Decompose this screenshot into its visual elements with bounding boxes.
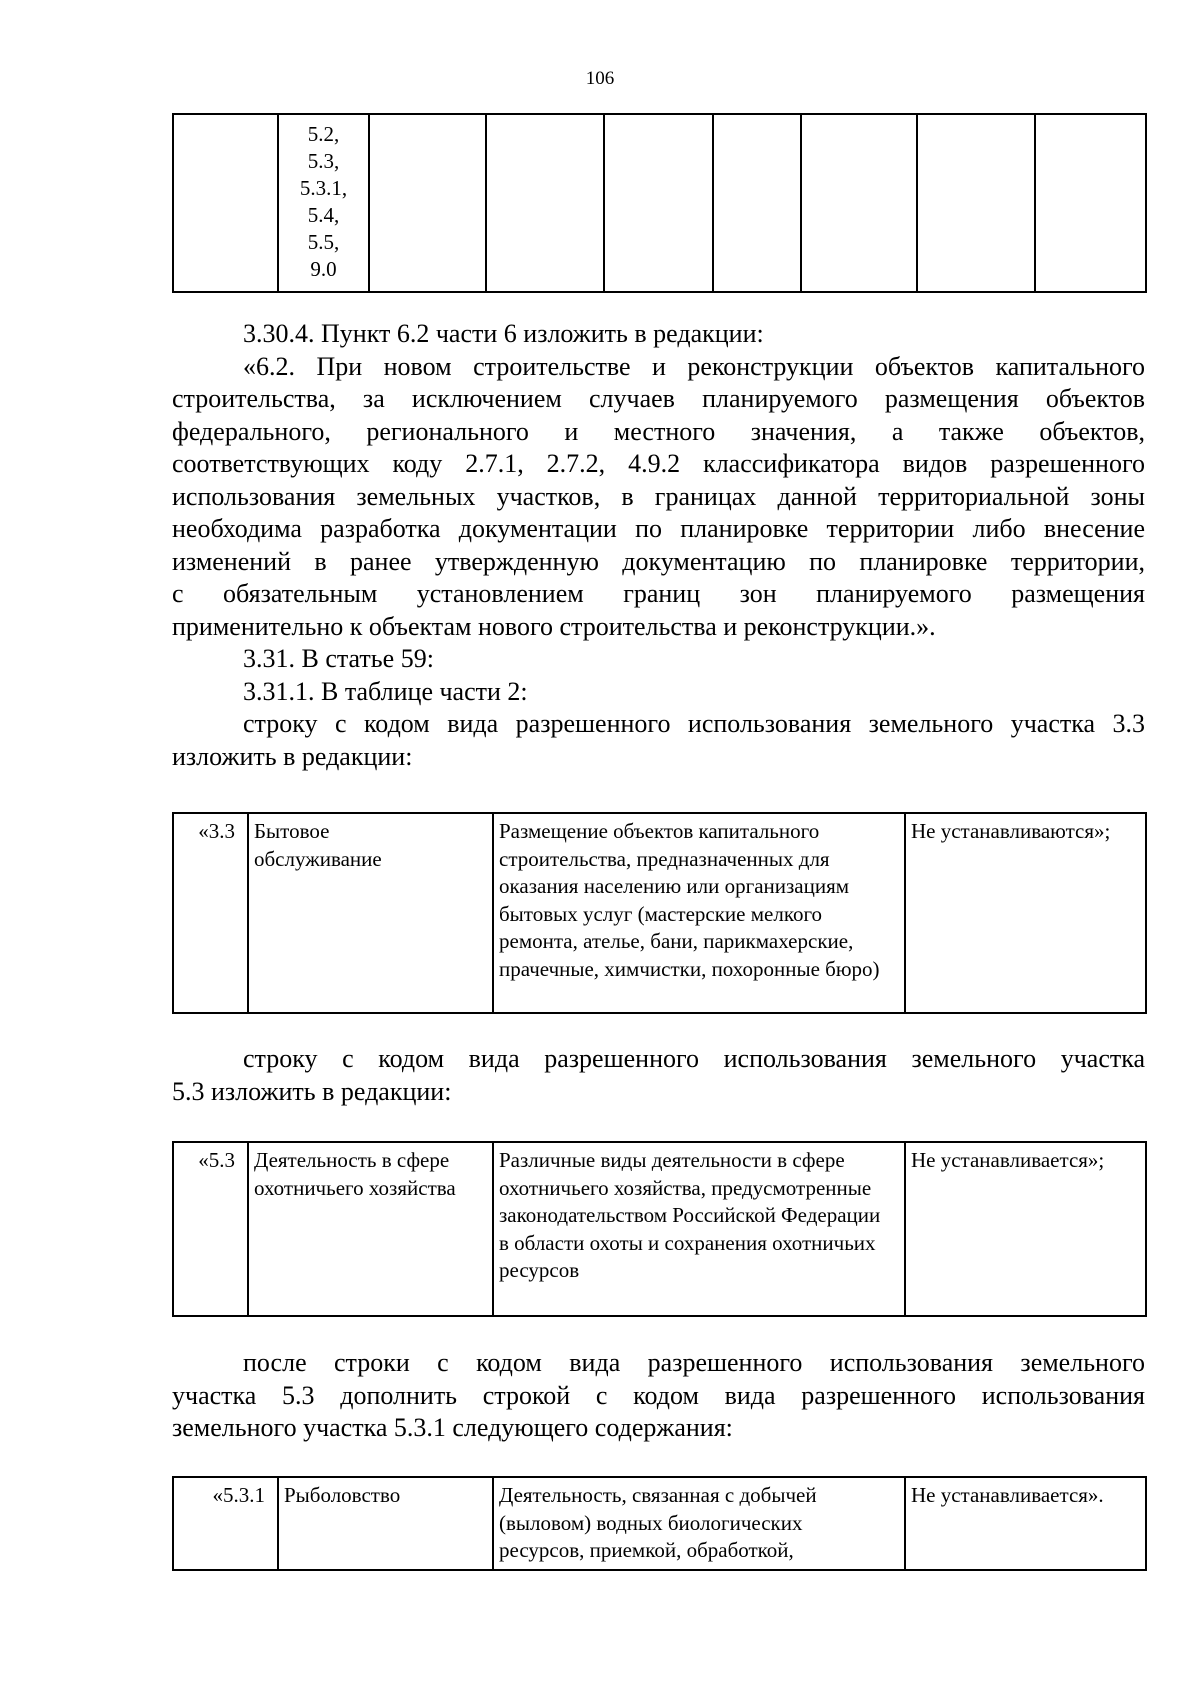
paragraph-line: участка 5.3 дополнить строкой с кодом вида разрешенного использования [172, 1380, 1145, 1410]
code-item: 5.2, [307, 122, 340, 146]
row-name: Бытовое обслуживание [248, 813, 493, 1013]
row-limits: Не устанавливается»; [905, 1142, 1146, 1316]
paragraph-line: строку с кодом вида разрешенного использования земельного участка [243, 1044, 1145, 1073]
row-name: Деятельность в сфере охотничьего хозяйства [248, 1142, 493, 1316]
row-code: «3.3 [173, 813, 248, 1013]
paragraph-line: применительно к объектам нового строительства и реконструкции.». [172, 611, 936, 641]
table-cell [1035, 114, 1146, 292]
intro-paragraph-2 [172, 1043, 1145, 1108]
section-3-30-4 [172, 318, 1145, 773]
row-code: «5.3 [173, 1142, 248, 1316]
code-item: 5.4, [307, 203, 340, 227]
paragraph-line: строительства, за исключением случаев планируемого размещения объектов [172, 384, 1145, 413]
paragraph-line: с обязательным установлением границ зон планируемого размещения [172, 579, 1145, 608]
paragraph-line: изменений в ранее утвержденную документацию по планировке территории, [172, 546, 1145, 576]
row-description: Размещение объектов капитального строительства, предназначенных для оказания населению или организациям бытовых услуг (мастерские мелкого ремонта, ателье, бани, парикмахерские, прачечные, химчистки, похоронные бюро) [493, 813, 905, 1013]
row-limits: Не устанавливаются»; [905, 813, 1146, 1013]
paragraph-line: изложить в редакции: [172, 741, 413, 771]
page-number: 106 [585, 68, 615, 89]
paragraph-line: 5.3 изложить в редакции: [172, 1076, 452, 1106]
row-5-3-1-table [172, 1476, 1145, 1571]
paragraph-line: федерального, регионального и местного значения, а также объектов, [172, 416, 1145, 446]
row-name: Рыболовство [278, 1477, 493, 1570]
paragraph-line: строку с кодом вида разрешенного использования земельного участка 3.3 [243, 709, 1145, 738]
table-cell [604, 114, 713, 292]
intro-paragraph-3 [172, 1347, 1145, 1445]
row-description: Деятельность, связанная с добычей (выловом) водных биологических ресурсов, приемкой, обработкой, [493, 1477, 905, 1570]
paragraph-line: земельного участка 5.3.1 следующего содержания: [172, 1413, 733, 1442]
sub-heading: 3.31.1. В таблице части 2: [243, 676, 528, 706]
table-cell [917, 114, 1035, 292]
table-row [173, 1477, 1146, 1570]
code-item: 5.5, [307, 230, 340, 254]
paragraph-line: после строки с кодом вида разрешенного использования земельного [243, 1348, 1145, 1377]
row-limits: Не устанавливается». [905, 1477, 1146, 1570]
code-item: 5.3.1, [299, 176, 348, 200]
paragraph-line: «6.2. При новом строительстве и реконструкции объектов капитального [243, 351, 1145, 381]
row-3-3-table [172, 812, 1145, 1014]
section-heading: 3.30.4. Пункт 6.2 части 6 изложить в редакции: [243, 319, 764, 348]
paragraph-line: соответствующих коду 2.7.1, 2.7.2, 4.9.2 классификатора видов разрешенного [172, 449, 1145, 478]
table-cell [173, 114, 278, 292]
code-item: 5.3, [307, 149, 340, 173]
row-5-3-table [172, 1141, 1145, 1317]
row-code: «5.3.1 [173, 1477, 278, 1570]
row-description: Различные виды деятельности в сфере охотничьего хозяйства, предусмотренные законодательством Российской Федерации в области охоты и сохранения охотничьих ресурсов [493, 1142, 905, 1316]
table-cell [369, 114, 486, 292]
table-row [173, 813, 1146, 1013]
table-cell [801, 114, 917, 292]
paragraph-line: необходима разработка документации по планировке территории либо внесение [172, 514, 1145, 543]
paragraph-line: использования земельных участков, в границах данной территориальной зоны [172, 481, 1145, 511]
table-row [173, 114, 1146, 292]
table-row [173, 1142, 1146, 1316]
table-cell [486, 114, 604, 292]
continuation-table [172, 113, 1145, 293]
code-item: 9.0 [310, 257, 337, 281]
section-heading: 3.31. В статье 59: [243, 644, 434, 673]
table-cell [713, 114, 801, 292]
codes-cell [278, 114, 369, 292]
